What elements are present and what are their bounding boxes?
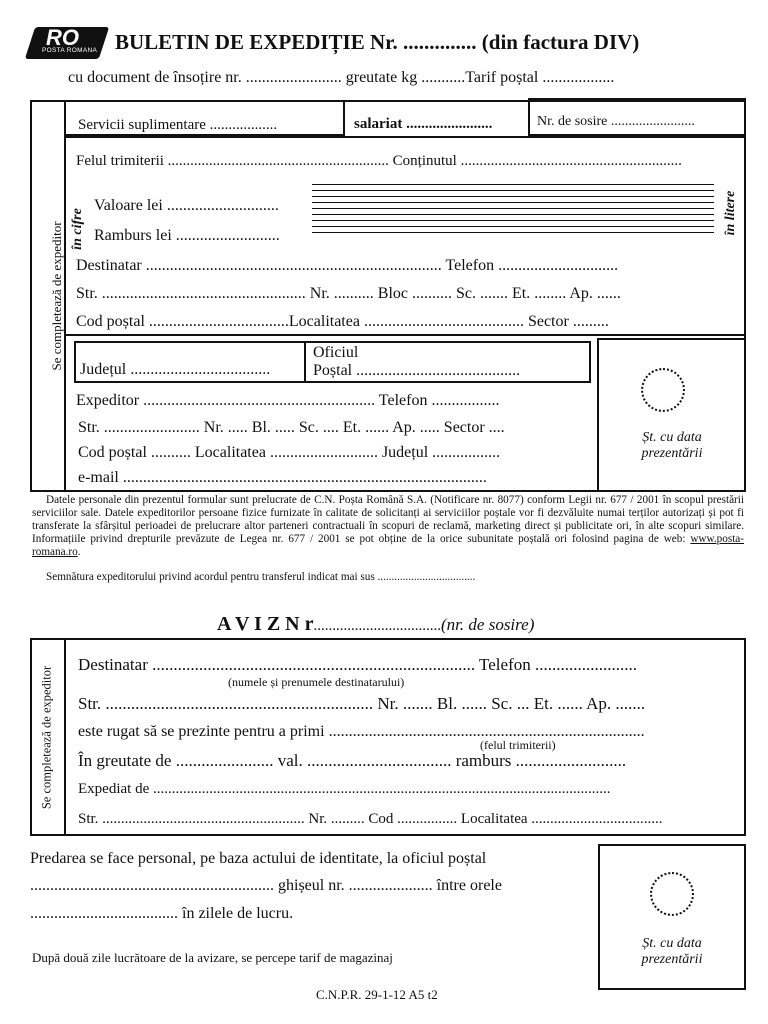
predarea-line-2[interactable]: ............................................................. ghișeul nr. ..................... între orele [30, 877, 502, 894]
aviz-rugat-field[interactable]: este rugat să se prezinte pentru a primi ............................................................................... [78, 723, 645, 740]
header-subline: cu document de însoțire nr. ........................ greutate kg ...........Tarif poștal .................. [68, 69, 615, 86]
aviz-greutate-field[interactable]: În greutate de ....................... val. .................................. ramburs .......................... [78, 751, 627, 770]
privacy-notice: Datele personale din prezentul formular sunt prelucrate de C.N. Poșta Română S.A. (Notificare nr. 8077) conform Legii nr. 677 / 2001 în scopul prestării serviciilor sale. Datele expeditorilor persoane fizice furnizate în calitate de solicitanți ai serviciilor poștale vor fi dezvăluite numai terților autorizați și pot fi transferate la sfârșitul perioadei de prelucrare altor parteneri contractuali în scopuri de reclamă, marketing direct și publicitate ori, în alte scopuri similare. Informațiile privind drepturile prevăzute de Legea nr. 677 / 2001 se pot obține de la orice subunitate poștală ori folosind pagina de web: www.posta-romana.ro. [32, 494, 744, 558]
stamp-box-bottom [598, 844, 746, 990]
aviz-title: A V I Z N r..................................(nr. de sosire) [217, 613, 535, 635]
value-in-words-lines[interactable] [312, 184, 714, 238]
in-cifre-label: în cifre [70, 208, 85, 250]
oficiul-postal-field[interactable]: Poștal ......................................... [313, 362, 521, 379]
oficiul-label: Oficiul [313, 344, 359, 361]
buletin-side-label: Se completează de expeditor [49, 221, 64, 371]
ramburs-lei-field[interactable]: Ramburs lei .......................... [94, 227, 280, 244]
stamp-label-top: Șt. cu data prezentării [641, 430, 703, 461]
buletin-row-divider-2 [64, 334, 746, 336]
logo-text: POSTA ROMANA [42, 47, 98, 54]
nr-sosire-field[interactable]: Nr. de sosire ........................ [537, 114, 695, 129]
signature-line[interactable]: Semnătura expeditorului privind acordul pentru transferul indicat mai sus ................................... [46, 571, 476, 583]
stamp-label-bottom: Șt. cu data prezentării [641, 936, 703, 967]
privacy-link[interactable]: www.posta-romana.ro [32, 533, 744, 558]
judetul-field[interactable]: Județul ................................... [80, 361, 271, 378]
aviz-side-label: Se completează de expeditor [39, 665, 54, 810]
servicii-field[interactable]: Servicii suplimentare .................. [78, 117, 278, 133]
expeditor-field[interactable]: Expeditor .......................................................... Telefon ................. [76, 392, 500, 409]
in-litere-label: în litere [723, 190, 738, 236]
predarea-line-3[interactable]: ..................................... în zilele de lucru. [30, 905, 294, 922]
stamp-circle-bottom-icon [650, 872, 694, 916]
felul-trimiterii-field[interactable]: Felul trimiterii ........................................................... Conținutul ........................................................... [76, 153, 682, 169]
stamp-circle-icon [641, 368, 685, 412]
page-title: BULETIN DE EXPEDIȚIE Nr. .............. (din factura DIV) [115, 30, 640, 54]
aviz-number-field[interactable]: .................................. [313, 618, 442, 634]
predarea-line-1: Predarea se face personal, pe baza actului de identitate, la oficiul poștal [30, 850, 487, 867]
tarif-magazinaj-note: După două zile lucrătoare de la avizare, se percepe tarif de magazinaj [32, 950, 393, 965]
stamp-box-top [597, 338, 746, 492]
valoare-lei-field[interactable]: Valoare lei ............................ [94, 197, 279, 214]
aviz-expediat-field[interactable]: Expediat de .......................................................................................................................... [78, 781, 611, 797]
salariat-label: salariat ....................... [354, 116, 493, 132]
aviz-destinatar-field[interactable]: Destinatar ............................................................................ Telefon ........................ [78, 655, 637, 674]
aviz-destinatar-hint: (numele și prenumele destinatarului) [228, 675, 405, 689]
str-field[interactable]: Str. ................................................... Nr. .......... Bloc .......... Sc. ....... Et. ........ Ap. ...... [76, 285, 621, 302]
aviz-str-field[interactable]: Str. ............................................................... Nr. ....... Bl. ...... Sc. ... Et. ...... Ap. ....... [78, 694, 646, 713]
aviz-str2-field[interactable]: Str. ...................................................... Nr. ......... Cod ................ Localitatea ................................... [78, 811, 663, 827]
judet-oficiul-divider [304, 341, 306, 383]
salariat-field[interactable]: ....................... [402, 116, 493, 132]
exp-cod-field[interactable]: Cod poștal .......... Localitatea ........................... Județul ................. [78, 444, 501, 461]
exp-str-field[interactable]: Str. ........................ Nr. ..... Bl. ..... Sc. .... Et. ...... Ap. ..... Sector .... [78, 419, 505, 436]
email-field[interactable]: e-mail ........................................................................................... [78, 469, 487, 486]
aviz-felul-hint: (felul trimiterii) [480, 738, 556, 752]
cod-postal-field[interactable]: Cod poștal ...................................Localitatea ........................................ Sector ......... [76, 313, 609, 330]
form-code: C.N.P.R. 29-1-12 A5 t2 [316, 987, 438, 1002]
aviz-side-divider [64, 638, 66, 836]
buletin-row-divider [64, 136, 746, 138]
destinatar-field[interactable]: Destinatar .......................................................................... Telefon .............................. [76, 257, 619, 274]
logo-mark: RO [46, 25, 79, 50]
